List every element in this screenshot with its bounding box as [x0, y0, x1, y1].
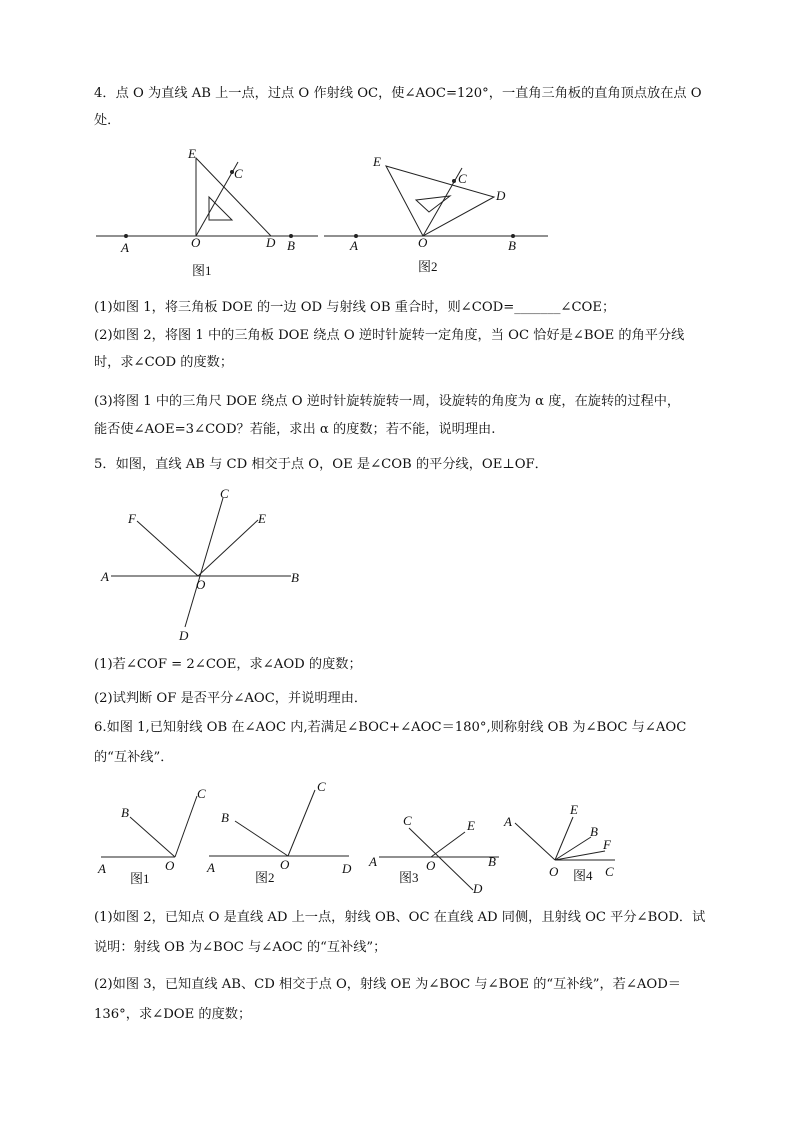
p5-q2: (2)试判断 OF 是否平分∠AOC，并说明理由． [94, 691, 368, 706]
p4-figure-2 [320, 140, 560, 285]
label-a: A [369, 854, 377, 869]
inner-triangle [209, 197, 232, 220]
ray-oe [198, 520, 258, 576]
label-d: D [496, 188, 506, 203]
label-c: C [458, 171, 467, 186]
label-c: C [197, 786, 206, 801]
caption-fig1: 图1 [192, 263, 212, 278]
label-c: C [234, 166, 243, 181]
label-d: D [473, 881, 483, 896]
label-e: E [373, 154, 381, 169]
p6-line1: 6.如图 1,已知射线 OB 在∠AOC 内,若满足∠BOC+∠AOC＝180°,则称射线 OB 为∠BOC 与∠AOC [94, 720, 687, 735]
ray-ob [235, 821, 288, 856]
label-c: C [605, 864, 614, 879]
label-c: C [317, 779, 326, 794]
label-b: B [488, 854, 496, 869]
p4-q2-line2: 时，求∠COD 的度数； [94, 355, 234, 370]
caption-fig1: 图1 [130, 871, 150, 886]
p6-figure-1 [95, 780, 215, 890]
label-o: O [191, 235, 201, 250]
p5-line1: 5．如图，直线 AB 与 CD 相交于点 O，OE 是∠COB 的平分线，OE⊥OF． [94, 457, 548, 472]
label-f: F [128, 511, 136, 526]
label-e: E [570, 802, 578, 817]
label-o: O [418, 235, 428, 250]
label-d: D [342, 861, 352, 876]
ray-oe [555, 817, 573, 860]
label-b: B [508, 238, 516, 253]
label-a: A [101, 569, 109, 584]
ray-ob [130, 817, 175, 857]
p6-q1-line2: 说明：射线 OB 为∠BOC 与∠AOC 的“互补线”； [94, 940, 387, 955]
ray-of [137, 521, 198, 576]
line-cd [409, 828, 473, 890]
p6-figure-3 [365, 810, 505, 900]
caption-fig2: 图2 [418, 259, 438, 274]
label-a: A [504, 814, 512, 829]
label-a: A [207, 860, 215, 875]
p5-figure [95, 483, 315, 648]
label-e: E [467, 818, 475, 833]
point-a [124, 234, 128, 238]
label-f: F [603, 837, 611, 852]
p4-q2-line1: (2)如图 2，将图 1 中的三角板 DOE 绕点 O 逆时针旋转一定角度，当 OC 恰好是∠BOE 的角平分线 [94, 328, 685, 343]
ray-oc [175, 796, 197, 857]
ray-oc [288, 790, 315, 856]
p5-q1: (1)若∠COF = 2∠COE，求∠AOD 的度数； [94, 657, 362, 672]
label-e: E [258, 511, 266, 526]
label-e: E [188, 146, 196, 161]
p4-line2: 处． [94, 113, 121, 128]
label-b: B [590, 824, 598, 839]
label-b: B [221, 810, 229, 825]
p6-figure-4 [495, 795, 625, 890]
p4-q3-line2: 能否使∠AOE=3∠COD？若能，求出 α 的度数；若不能，说明理由. [94, 422, 496, 437]
p4-line1: 4．点 O 为直线 AB 上一点，过点 O 作射线 OC，使∠AOC=120°，一直角三角板的直角顶点放在点 O [94, 86, 702, 101]
label-c: C [403, 813, 412, 828]
label-o: O [426, 858, 436, 873]
label-b: B [121, 805, 129, 820]
point-c [452, 179, 456, 183]
label-c: C [220, 486, 229, 501]
p4-q3-line1: (3)将图 1 中的三角尺 DOE 绕点 O 逆时针旋转旋转一周，设旋转的角度为 α 度，在旋转的过程中， [94, 394, 681, 409]
label-d: D [266, 235, 276, 250]
label-a: A [350, 238, 358, 253]
label-b: B [287, 238, 295, 253]
caption-fig3: 图3 [399, 870, 419, 885]
p6-q2-line1: (2)如图 3，已知直线 AB、CD 相交于点 O，射线 OE 为∠BOC 与∠BOE 的“互补线”，若∠AOD＝ [94, 977, 681, 992]
label-d: D [179, 628, 189, 643]
label-o: O [280, 857, 290, 872]
triangle-doe [386, 166, 494, 236]
p4-figure-1 [90, 140, 330, 285]
p6-q1-line1: (1)如图 2，已知点 O 是直线 AD 上一点，射线 OB、OC 在直线 AD 同侧，且射线 OC 平分∠BOD．试 [94, 910, 706, 925]
caption-fig4: 图4 [573, 868, 593, 883]
p6-figure-2 [205, 776, 365, 891]
label-a: A [98, 861, 106, 876]
label-o: O [549, 864, 559, 879]
label-o: O [196, 577, 206, 592]
p4-q1: (1)如图 1，将三角板 DOE 的一边 OD 与射线 OB 重合时，则∠COD=_______∠COE； [94, 300, 616, 315]
label-o: O [165, 858, 175, 873]
p6-q2-line2: 136°，求∠DOE 的度数； [94, 1007, 252, 1022]
label-b: B [291, 570, 299, 585]
label-a: A [121, 240, 129, 255]
caption-fig2: 图2 [255, 870, 275, 885]
ray-oe [431, 832, 465, 857]
p6-line2: 的“互补线”． [94, 750, 174, 765]
line-cd [185, 498, 223, 627]
ray-oa [515, 823, 555, 860]
